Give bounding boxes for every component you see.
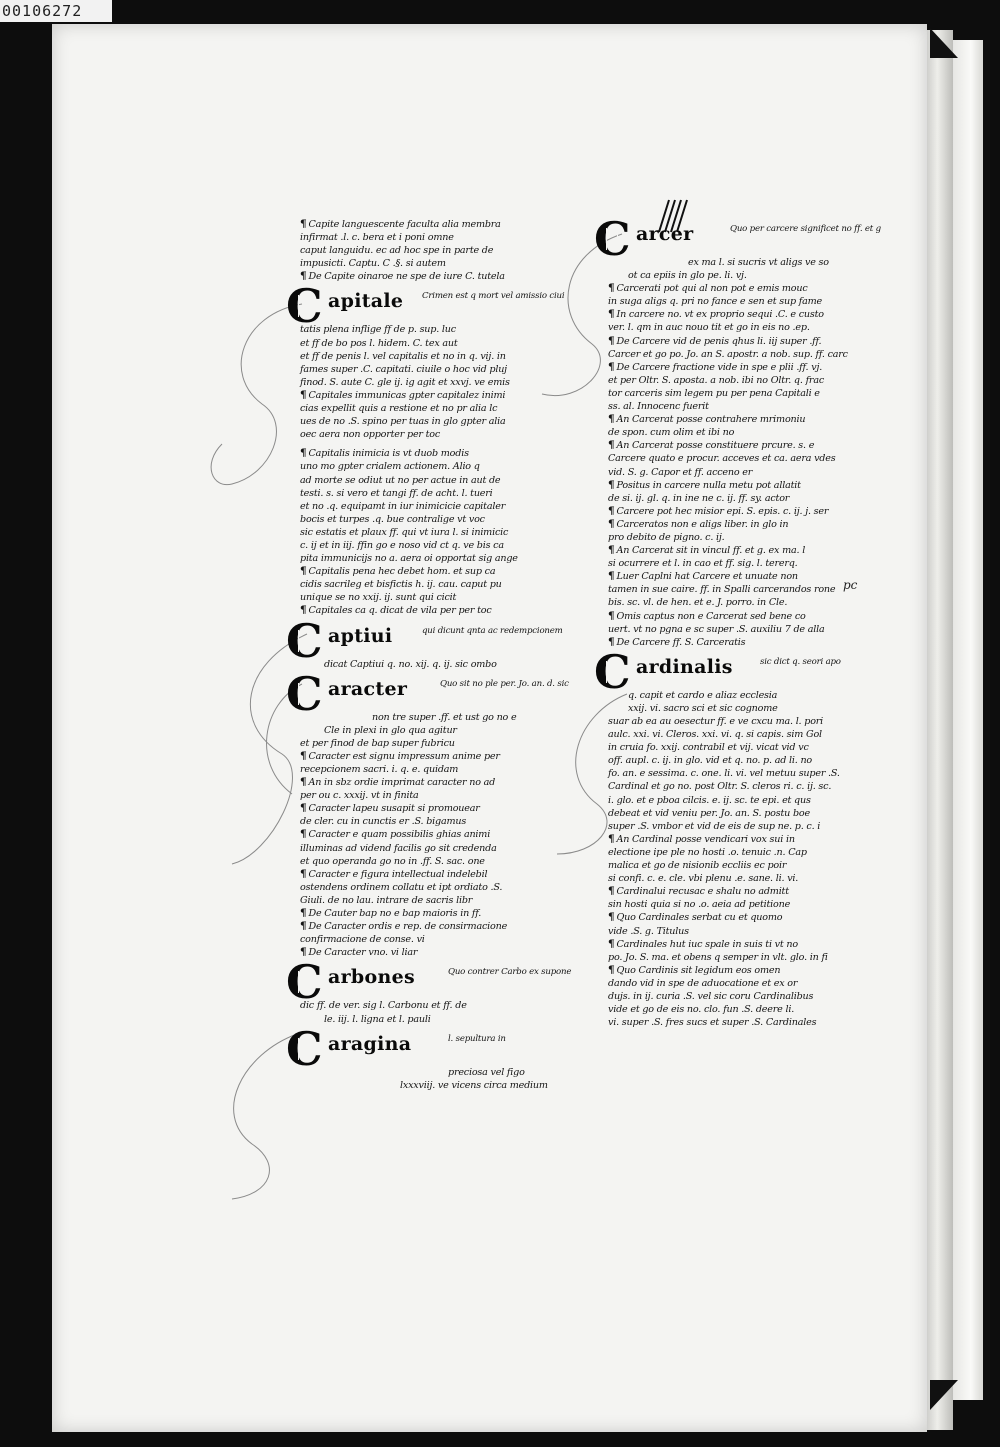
text-line: ostendens ordinem collatu et ipt ordiato .S.: [300, 881, 503, 893]
text-line: ¶ Capitales ca q. dicat de vila per per toc: [300, 604, 492, 617]
text-line: ot ca epiis in glo pe. li. vj.: [628, 270, 747, 282]
text-line: vid. S. g. Capor et ff. acceno er: [608, 466, 753, 478]
text-line: ¶ Capitalis inimicia is vt duob modis: [300, 447, 469, 460]
text-line: preciosa vel figo: [448, 1066, 525, 1078]
text-line: electione ipe ple no hosti .o. tenuic .n. Cap: [608, 846, 807, 858]
text-line: impusicti. Captu. C .§. si autem: [300, 258, 446, 270]
entry-caracter: [286, 666, 569, 960]
initial-letter: C: [286, 279, 323, 334]
text-line: dujs. in ij. curia .S. vel sic coru Cardinalibus: [608, 990, 814, 1002]
initial-letter: C: [594, 644, 631, 699]
text-line: testi. s. si vero et tangi ff. de acht. l. tueri: [300, 487, 493, 499]
headword: apitale: [328, 290, 404, 313]
text-line: et ff de penis l. vel capitalis et no in q. vij. in: [300, 350, 506, 362]
text-line: off. aupl. c. ij. in glo. vid et q. no. p. ad li. no: [608, 755, 812, 767]
archive-number: 00106272: [0, 0, 112, 22]
text-line: finod. S. aute C. gle ij. ig agit et xxvj. ve emis: [300, 376, 510, 388]
initial-letter: C: [286, 613, 323, 668]
text-line: si ocurrere et l. in cao et ff. sig. l. tererq.: [608, 558, 798, 570]
text-line: non tre super .ff. et ust go no e: [372, 711, 517, 723]
entry-capitale: [286, 279, 565, 441]
text-line: sic estatis et plaux ff. qui vt iura l. si inimicic: [300, 526, 509, 538]
text-line: i. glo. et e pboa cilcis. e. ij. sc. te epi. et qus: [608, 794, 811, 806]
initial-letter: C: [286, 955, 323, 1010]
entry-carbones: [286, 955, 572, 1025]
initial-letter: C: [594, 212, 631, 266]
text-line: ¶ Omis captus non e Carcerat sed bene co: [608, 609, 806, 622]
text-line: bis. sc. vl. de hen. et e. J. porro. in Cle.: [608, 597, 788, 609]
text-line: ¶ Cardinalui recusac e shalu no admitt: [608, 885, 789, 898]
text-line: recepcionem sacri. i. q. e. quidam: [300, 764, 459, 775]
text-line: ¶ De Cauter bap no e bap maioris in ff.: [300, 907, 482, 920]
text-line: ¶ Carceratos non e aligs liber. in glo in: [608, 517, 789, 530]
text-line: debeat et vid veniu per. Jo. an. S. postu boe: [608, 807, 810, 819]
text-line: ¶ De Capite oinaroe ne spe de iure C. tutela: [300, 270, 505, 283]
text-line: in cruia fo. xxij. contrabil et vij. vicat vid vc: [608, 742, 809, 754]
text-line: malica et go de nisionib eccliis ec poir: [608, 860, 787, 872]
text-line: vide et go de eis no. clo. fun .S. deere li.: [608, 1004, 795, 1016]
text-line: Carcer et go po. Jo. an S. apostr. a nob. sup. ff. carc: [608, 348, 848, 360]
headword: ardinalis: [636, 655, 733, 678]
headword-note: Quo sit no ple per. Jo. an. d. sic: [440, 678, 569, 689]
text-line: tatis plena inflige ff de p. sup. luc: [300, 324, 456, 336]
text-line: ¶ Capite languescente faculta alia membra: [300, 218, 501, 230]
entry-caragina: [286, 1021, 548, 1092]
text-line: aulc. xxi. vi. Cleros. xxi. vi. q. si capis. sim Gol: [608, 729, 822, 741]
text-line: ¶ Capitales immunicas gpter capitalez inimi: [300, 388, 506, 401]
text-line: Cardinal et go no. post Oltr. S. cleros ri. c. ij. sc.: [608, 781, 832, 793]
text-line: ¶ Carcerati pot qui al non pot e emis mouc: [608, 282, 808, 295]
text-line: ¶ Caracter est signu impressum anime per: [300, 749, 500, 762]
text-line: ¶ De Caracter vno. vi liar: [300, 946, 418, 959]
text-line: ¶ De Carcere fractione vide in spe e plii .ff. vj.: [608, 360, 823, 373]
text-line: super .S. vmbor et vid de eis de sup ne. p. c. i: [608, 820, 821, 832]
text-line: ¶ Caracter e figura intellectual indelebil: [300, 867, 488, 880]
text-line: et per finod de bap super fubricu: [300, 737, 455, 749]
text-line: uno mo gpter crialem actionem. Alio q: [300, 461, 480, 473]
text-line: sin hosti quia si no .o. aeia ad petitione: [608, 899, 791, 911]
text-line: illuminas ad vidend facilis go sit credenda: [300, 842, 497, 854]
text-line: le. iij. l. ligna et l. pauli: [324, 1013, 431, 1025]
text-line: ver. l. qm in auc nouo tit et go in eis no .ep.: [608, 322, 810, 334]
text-line: ¶ Carcere pot hec misior epi. S. epis. c. ij. j. ser: [608, 504, 829, 517]
text-line: ¶ Cardinales hut iuc spale in suis ti vt no: [608, 937, 798, 950]
text-line: ss. al. Innocenc fuerit: [608, 401, 709, 413]
headword-note: Crimen est q mort vel amissio ciui: [422, 291, 565, 302]
text-line: caput languidu. ec ad hoc spe in parte de: [300, 245, 494, 257]
text-line: ¶ De Carcere ff. S. Carceratis: [608, 635, 746, 648]
entry-cardinalis: [594, 644, 841, 1029]
text-line: vide .S. g. Titulus: [608, 925, 689, 937]
headword: aptiui: [328, 624, 393, 647]
text-line: cidis sacrileg et bisfictis h. ij. cau. caput pu: [300, 579, 502, 591]
text-line: de si. ij. gl. q. in ine ne c. ij. ff. sy. actor: [608, 492, 790, 504]
text-line: cias expellit quis a restione et no pr alia lc: [300, 403, 498, 415]
text-line: et no .q. equipamt in iur inimicicie capitaler: [300, 500, 506, 512]
headword: aracter: [328, 677, 408, 700]
binding-strip: [953, 40, 983, 1400]
text-line: Giuli. de no lau. intrare de sacris libr: [300, 894, 473, 906]
headword-note: sic dict q. seori apo: [760, 656, 841, 667]
headword-note: Quo contrer Carbo ex supone: [448, 967, 572, 978]
initial-letter: C: [286, 666, 323, 721]
text-line: de cler. cu in cunctis er .S. bigamus: [300, 816, 467, 828]
text-line: po. Jo. S. ma. et obens q semper in vlt. glo. in fi: [608, 951, 828, 963]
text-line: ¶ An Carcerat posse constituere prcure. s. e: [608, 439, 815, 452]
text-line: et per Oltr. S. aposta. a nob. ibi no Oltr. q. frac: [608, 374, 825, 386]
text-line: oec aera non opporter per toc: [300, 429, 441, 441]
text-line: si confi. c. e. cle. vbi plenu .e. sane. li. vi.: [608, 873, 799, 885]
text-line: Carcere quato e procur. acceves et ca. aera vdes: [608, 453, 836, 465]
text-line: ¶ An Carcerat sit in vincul ff. et g. ex ma. l: [608, 544, 806, 557]
text-line: ¶ De Carcere vid de penis qhus li. iij super .ff.: [608, 334, 822, 347]
text-line: ¶ Capitalis pena hec debet hom. et sup ca: [300, 565, 496, 578]
headword-note: l. sepultura in: [448, 1033, 506, 1044]
text-line: fames super .C. capitati. ciuile o hoc vid pluj: [300, 363, 507, 375]
text-line: c. ij et in iij. ffin go e noso vid ct q. ve bis ca: [300, 539, 504, 551]
text-line: in suga aligs q. pri no fance e sen et sup fame: [608, 296, 822, 308]
text-line: confirmacione de conse. vi: [300, 934, 425, 946]
text-line: unique se no xxij. ij. sunt qui cicit: [300, 592, 457, 604]
text-line: ¶ An Cardinal posse vendicari vox sui in: [608, 832, 795, 845]
margin-annotation: pc: [843, 578, 858, 592]
left-text-column: [286, 218, 572, 1094]
text-line: infirmat .l. c. bera et i poni omne: [300, 232, 454, 244]
headword: arbones: [328, 966, 415, 989]
text-line: ¶ Quo Cardinis sit legidum eos omen: [608, 963, 781, 976]
headword: aragina: [328, 1032, 412, 1055]
text-line: q. capit et cardo e aliaz ecclesia: [628, 689, 778, 701]
text-line: dicat Captiui q. no. xij. q. ij. sic ombo: [324, 658, 497, 670]
text-line: pro debito de pigno. c. ij.: [608, 531, 725, 543]
text-line: ues de no .S. spino per tuas in glo gpter alia: [300, 416, 506, 428]
text-line: Cle in plexi in glo qua agitur: [324, 724, 457, 736]
text-line: uert. vt no pgna e sc super .S. auxiliu 7 de alla: [608, 623, 825, 635]
text-line: ¶ Luer Caplni hat Carcere et unuate non: [608, 570, 798, 583]
initial-letter: C: [286, 1021, 323, 1076]
text-line: xxij. vi. sacro sci et sic cognome: [628, 702, 778, 714]
text-line: ¶ In carcere no. vt ex proprio sequi .C. e custo: [608, 308, 824, 321]
text-line: dando vid in spe de aduocatione et ex or: [608, 977, 798, 989]
text-line: pita immunicijs no a. aera oi opportat sig ange: [300, 553, 518, 565]
text-line: tor carceris sim legem pu per pena Capitali e: [608, 387, 820, 399]
headword-note: Quo per carcere significet no ff. et g: [730, 224, 881, 234]
text-line: ¶ De Caracter ordis e rep. de consirmacione: [300, 920, 508, 933]
text-line: bocis et turpes .q. bue contralige vt voc: [300, 513, 485, 525]
text-line: ¶ Positus in carcere nulla metu pot allatit: [608, 478, 801, 491]
text-line: ¶ An in sbz ordie imprimat caracter no ad: [300, 776, 496, 789]
text-line: ¶ An Carcerat posse contrahere mrimoniu: [608, 413, 806, 426]
text-line: ¶ Caracter e quam possibilis ghias animi: [300, 828, 491, 841]
text-line: lxxxviij. ve vicens circa medium: [400, 1079, 548, 1091]
page-edge: [927, 30, 953, 1430]
text-line: suar ab ea au oesectur ff. e ve cxcu ma. l. pori: [608, 716, 824, 727]
text-line: vi. super .S. fres sucs et super .S. Cardinales: [608, 1017, 817, 1029]
text-line: de spon. cum olim et ibi no: [608, 427, 735, 439]
headword: arcer: [636, 223, 694, 245]
text-line: et ff de bo pos l. hidem. C. tex aut: [300, 337, 458, 349]
text-line: ex ma l. si sucris vt aligs ve so: [688, 257, 829, 268]
text-line: tamen in sue caire. ff. in Spalli carcerandos rone: [608, 584, 836, 596]
right-text-column: [594, 212, 881, 1031]
headword-note: qui dicunt qnta ac redempcionem: [422, 625, 563, 636]
text-line: et quo operanda go no in .ff. S. sac. one: [300, 855, 485, 867]
text-line: per ou c. xxxij. vt in finita: [300, 790, 419, 802]
text-line: ad morte se odiut ut no per actue in aut de: [300, 474, 501, 486]
text-line: ¶ Quo Cardinales serbat cu et quomo: [608, 911, 783, 924]
entry-captiui: [286, 613, 563, 671]
text-line: fo. an. e sessima. c. one. li. vi. vel metuu super .S.: [608, 768, 840, 780]
text-line: dic ff. de ver. sig l. Carbonu et ff. de: [300, 1000, 467, 1012]
text-line: ¶ Caracter lapeu susapit si promouear: [300, 802, 480, 815]
